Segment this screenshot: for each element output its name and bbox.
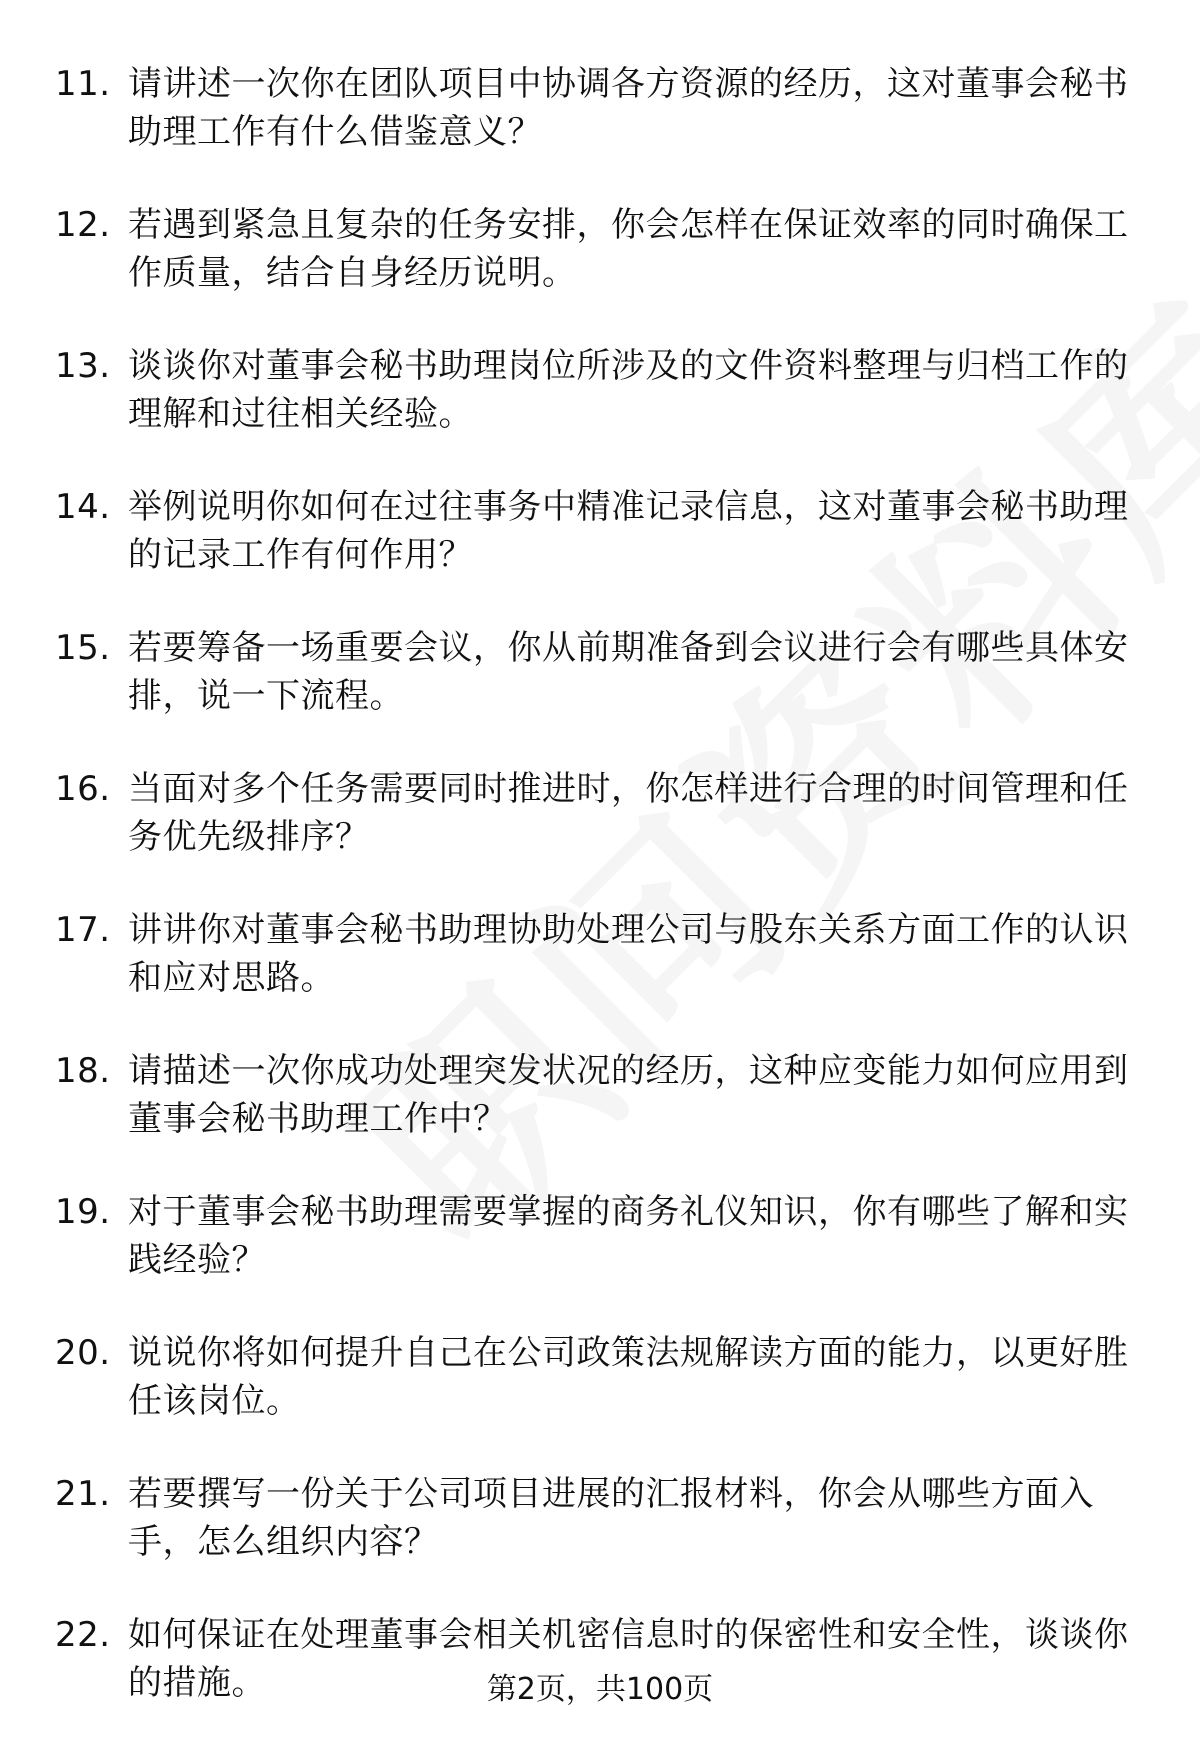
question-item	[55, 1047, 1145, 1143]
question-number: 19.	[55, 1192, 111, 1232]
question-item	[55, 60, 1145, 156]
question-item	[55, 765, 1145, 861]
page-footer: 第2页，共100页	[486, 1672, 714, 1707]
question-item	[55, 201, 1145, 297]
question-item	[55, 1329, 1145, 1425]
question-text: 谈谈你对董事会秘书助理岗位所涉及的文件资料整理与归档工作的理解和过往相关经验。	[128, 346, 1129, 434]
question-item	[55, 342, 1145, 438]
question-number: 12.	[55, 205, 111, 245]
question-number: 17.	[55, 910, 111, 950]
question-text: 说说你将如何提升自己在公司政策法规解读方面的能力，以更好胜任该岗位。	[128, 1333, 1129, 1421]
question-number: 13.	[55, 346, 111, 386]
question-item	[55, 906, 1145, 1002]
question-item	[55, 1188, 1145, 1284]
question-item	[55, 624, 1145, 720]
question-text: 讲讲你对董事会秘书助理协助处理公司与股东关系方面工作的认识和应对思路。	[128, 910, 1129, 998]
question-text: 当面对多个任务需要同时推进时，你怎样进行合理的时间管理和任务优先级排序？	[128, 769, 1129, 857]
question-number: 22.	[55, 1615, 111, 1655]
question-number: 15.	[55, 628, 111, 668]
question-list	[55, 60, 1145, 1752]
question-text: 举例说明你如何在过往事务中精准记录信息，这对董事会秘书助理的记录工作有何作用？	[128, 487, 1129, 575]
question-number: 18.	[55, 1051, 111, 1091]
question-text: 如何保证在处理董事会相关机密信息时的保密性和安全性，谈谈你的措施。	[128, 1615, 1129, 1703]
question-number: 14.	[55, 487, 111, 527]
question-number: 20.	[55, 1333, 111, 1373]
question-text: 若要撰写一份关于公司项目进展的汇报材料，你会从哪些方面入手，怎么组织内容？	[128, 1474, 1094, 1562]
question-text: 请讲述一次你在团队项目中协调各方资源的经历，这对董事会秘书助理工作有什么借鉴意义？	[128, 64, 1129, 152]
question-number: 21.	[55, 1474, 111, 1514]
question-number: 11.	[55, 64, 111, 104]
question-text: 若遇到紧急且复杂的任务安排，你会怎样在保证效率的同时确保工作质量，结合自身经历说明。	[128, 205, 1129, 293]
question-item	[55, 483, 1145, 579]
question-text: 若要筹备一场重要会议，你从前期准备到会议进行会有哪些具体安排，说一下流程。	[128, 628, 1129, 716]
question-number: 16.	[55, 769, 111, 809]
question-text: 对于董事会秘书助理需要掌握的商务礼仪知识，你有哪些了解和实践经验？	[128, 1192, 1129, 1280]
question-text: 请描述一次你成功处理突发状况的经历，这种应变能力如何应用到董事会秘书助理工作中？	[128, 1051, 1129, 1139]
question-item	[55, 1470, 1145, 1566]
